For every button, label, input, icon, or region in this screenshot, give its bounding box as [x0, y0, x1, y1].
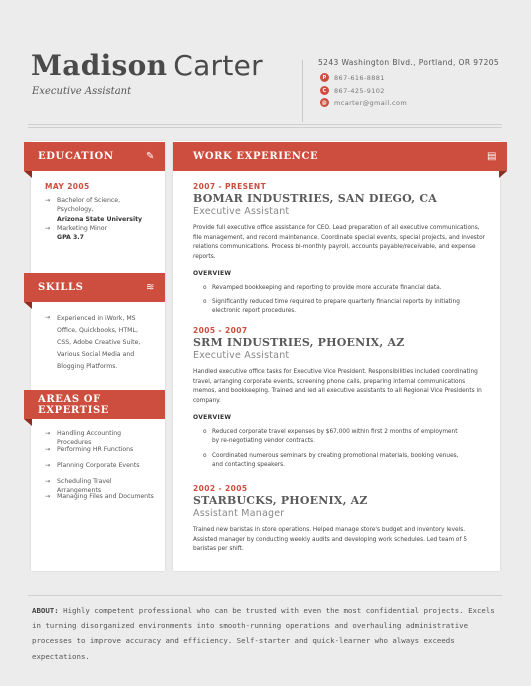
expertise-item: → Planning Corporate Events — [45, 462, 140, 469]
bullet-icon: o — [203, 285, 207, 291]
work-banner — [173, 142, 507, 171]
header-divider — [302, 60, 303, 122]
arrow-icon: → — [45, 478, 51, 485]
education-banner — [24, 142, 165, 171]
banner-fold — [24, 302, 32, 309]
first-name: Madison — [31, 49, 168, 82]
arrow-icon: → — [45, 197, 51, 204]
expertise-banner — [24, 390, 165, 419]
education-item — [45, 224, 157, 243]
work-heading: WORK EXPERIENCE — [193, 151, 319, 162]
expertise-item: → Scheduling Travel Arrangements — [45, 478, 112, 495]
cellphone-icon: C — [320, 86, 329, 95]
education-heading: EDUCATION — [38, 151, 114, 162]
stack-icon: ≋ — [146, 282, 155, 293]
about-rule — [28, 595, 502, 596]
expertise-heading: AREAS OF EXPERTISE — [38, 393, 110, 416]
skills-text: Experienced in iWork, MS Office, Quickbooks, HTML, CSS, Adobe Creative Suite, Various Social Media and Blogging Platforms. — [57, 315, 141, 371]
overview-item: o Significantly reduced time required to prepare quarterly financial reports by initiating electronic report procedures. — [203, 299, 460, 315]
expertise-item: → Performing HR Functions — [45, 446, 134, 453]
skills-item — [45, 313, 149, 373]
email-icon: @ — [321, 99, 328, 106]
degree: Bachelor of Science, Psychology, — [57, 197, 121, 214]
contact-value[interactable]: mcarter@gmail.com — [334, 98, 408, 107]
contact-phone — [320, 73, 385, 82]
education-item — [45, 196, 157, 224]
arrow-icon: → — [45, 314, 51, 321]
phone-icon: P — [320, 73, 329, 82]
bullet-icon: o — [203, 429, 207, 435]
about-label: ABOUT: — [32, 606, 59, 615]
job-description: Handled executive office tasks for Executive Vice President. Responsibilities included coordinating travel, arranging corporate events, screening phone calls, preparing internal communications memos, and bookkeeping. Trained and led all executive assistants to all Regional Vice Presidents in company. — [193, 369, 482, 404]
job-role: Executive Assistant — [193, 206, 290, 217]
about-section — [32, 603, 502, 664]
contact-value: 867-616-8881 — [334, 73, 385, 82]
education-date: MAY 2005 — [45, 182, 90, 191]
overview-item: o Coordinated numerous seminars by creating promotional materials, booking venues, and contacting speakers. — [203, 453, 459, 469]
overview-item: o Revamped bookkeeping and reporting to provide more accurate financial data. — [203, 284, 483, 293]
minor: Marketing Minor — [57, 225, 108, 232]
expertise-item: → Managing Files and Documents — [45, 493, 154, 500]
arrow-icon: → — [45, 430, 51, 437]
job-role: Assistant Manager — [193, 508, 285, 519]
bullet-icon: o — [203, 299, 207, 305]
contact-email[interactable] — [320, 98, 407, 107]
address: 5243 Washington Blvd., Portland, OR 97205 — [318, 58, 500, 67]
job-role: Executive Assistant — [193, 350, 290, 361]
contact-cell — [320, 86, 385, 95]
arrow-icon: → — [45, 493, 51, 500]
company-name: SRM INDUSTRIES, PHOENIX, AZ — [193, 336, 405, 349]
banner-fold — [24, 419, 32, 426]
last-name: Carter — [173, 49, 263, 82]
contact-value: 867-425-9102 — [334, 86, 385, 95]
job-title: Executive Assistant — [32, 86, 132, 97]
about-text: Highly competent professional who can be trusted with even the most confidential projects. Excels in turning disorganized environments into smooth-running operations and overhauling administrative processes to improve accuracy and efficiency. Self-starter and quick-learner who always exceeds expectations. — [32, 606, 495, 661]
job-description: Trained new baristas in store operations. Helped manage store's budget and inventory levels. Assisted manager by conducting weekly audits and developing work schedules. Led team of 5 baristas per shift. — [193, 527, 468, 553]
skills-heading: SKILLS — [38, 282, 84, 293]
resume-header — [0, 0, 531, 128]
job-dates: 2007 - PRESENT — [193, 182, 267, 191]
full-name — [31, 49, 263, 82]
banner-fold — [24, 171, 32, 178]
header-rule — [28, 124, 502, 125]
arrow-icon: → — [45, 462, 51, 469]
expertise-item: → Handling Accounting Procedures — [45, 430, 122, 447]
banner-fold — [499, 171, 507, 178]
overview-label: OVERVIEW — [193, 270, 232, 277]
pencil-icon: ✎ — [146, 151, 155, 162]
job-dates: 2005 - 2007 — [193, 326, 248, 335]
overview-item: o Reduced corporate travel expenses by $67,000 within first 2 months of employment by re-negotiating vendor contracts. — [203, 429, 458, 445]
overview-label: OVERVIEW — [193, 414, 232, 421]
header-rule-2 — [28, 127, 502, 128]
school: Arizona State University — [57, 215, 143, 223]
job-dates: 2002 - 2005 — [193, 484, 248, 493]
skills-banner — [24, 273, 165, 302]
company-name: BOMAR INDUSTRIES, SAN DIEGO, CA — [193, 192, 438, 205]
document-icon: ▤ — [486, 151, 497, 162]
company-name: STARBUCKS, PHOENIX, AZ — [193, 494, 368, 507]
arrow-icon: → — [45, 446, 51, 453]
job-description: Provide full executive office assistance for CEO. Lead preparation of all executive communications, file management, and record maintenance. Coordinate special events, special projects, and investor relations communications. Process bi-monthly payroll, accounts payable/receivable, and expense reports. — [193, 225, 486, 260]
gpa: GPA 3.7 — [57, 234, 84, 242]
bullet-icon: o — [203, 453, 207, 459]
arrow-icon: → — [45, 225, 51, 232]
